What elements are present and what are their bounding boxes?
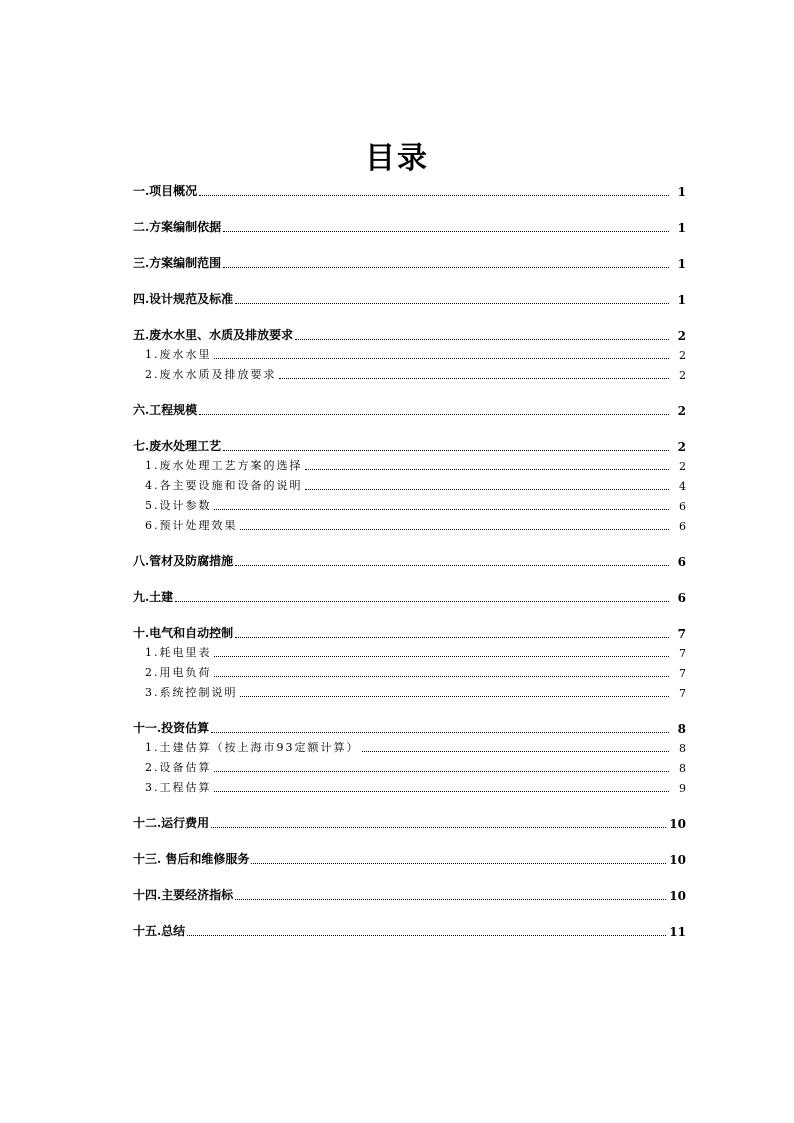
toc-entry[interactable]: [133, 625, 686, 641]
toc-entry[interactable]: [133, 219, 686, 235]
toc-page-number: 1: [677, 257, 686, 271]
toc-leader-dots: [214, 508, 670, 510]
toc-subentry[interactable]: [133, 458, 686, 473]
toc-entry-label: 七.废水处理工艺: [133, 439, 222, 453]
toc-leader-dots: [305, 468, 670, 470]
toc-page-number: 6: [679, 500, 686, 513]
toc-subentry-label: 1.废水水里: [145, 348, 212, 361]
toc-entry-label: 十三. 售后和维修服务: [133, 852, 250, 866]
toc-leader-dots: [214, 675, 670, 677]
toc-leader-dots: [235, 636, 669, 638]
toc-entry-label: 十五.总结: [133, 924, 186, 938]
toc-subentry[interactable]: [133, 367, 686, 382]
toc-page-number: 7: [679, 687, 686, 700]
toc-group: [133, 327, 686, 382]
page-title: 目录: [365, 141, 429, 176]
toc-page-number: 2: [677, 329, 686, 343]
toc-entry[interactable]: [133, 402, 686, 418]
toc-group: [133, 438, 686, 533]
toc-page-number: 8: [679, 742, 686, 755]
toc-entry[interactable]: [133, 720, 686, 736]
toc-subentry-label: 3.工程估算: [145, 781, 212, 794]
toc-group: [133, 851, 686, 867]
toc-entry-label: 九.土建: [133, 590, 174, 604]
toc-entry-label: 五.废水水里、水质及排放要求: [133, 328, 294, 342]
toc-page-number: 7: [677, 627, 686, 641]
toc-entry-label: 六.工程规模: [133, 403, 198, 417]
toc-leader-dots: [199, 194, 669, 196]
toc-entry[interactable]: [133, 815, 686, 831]
toc-leader-dots: [240, 695, 670, 697]
toc-leader-dots: [235, 302, 669, 304]
toc-group: [133, 720, 686, 795]
toc-entry[interactable]: [133, 887, 686, 903]
toc-page-number: 7: [679, 647, 686, 660]
toc-leader-dots: [235, 564, 669, 566]
toc-entry-label: 四.设计规范及标准: [133, 292, 234, 306]
toc-page-number: 6: [677, 555, 686, 569]
toc-entry-label: 十四.主要经济指标: [133, 888, 234, 902]
toc-group: [133, 923, 686, 939]
toc-leader-dots: [279, 377, 670, 379]
toc-page-number: 7: [679, 667, 686, 680]
toc-page-number: 2: [679, 369, 686, 382]
toc-page-number: 2: [677, 440, 686, 454]
toc-leader-dots: [187, 934, 666, 936]
toc-page-number: 1: [677, 221, 686, 235]
toc-page-number: 11: [669, 925, 686, 939]
toc-leader-dots: [214, 770, 670, 772]
toc-group: [133, 553, 686, 569]
toc-group: [133, 625, 686, 700]
toc-subentry-label: 6.预计处理效果: [145, 519, 238, 532]
toc-entry[interactable]: [133, 255, 686, 271]
toc-subentry[interactable]: [133, 780, 686, 795]
toc-leader-dots: [235, 898, 666, 900]
toc-entry-label: 十二.运行费用: [133, 816, 210, 830]
toc-entry[interactable]: [133, 327, 686, 343]
toc-page-number: 10: [669, 853, 686, 867]
toc-leader-dots: [175, 600, 669, 602]
toc-entry[interactable]: [133, 291, 686, 307]
toc-page-number: 1: [677, 293, 686, 307]
toc-subentry[interactable]: [133, 760, 686, 775]
toc-leader-dots: [211, 826, 666, 828]
toc-leader-dots: [199, 413, 669, 415]
toc-subentry[interactable]: [133, 645, 686, 660]
toc-page-number: 8: [679, 762, 686, 775]
toc-entry[interactable]: [133, 183, 686, 199]
toc-page-number: 6: [679, 520, 686, 533]
toc-leader-dots: [223, 449, 669, 451]
toc-entry[interactable]: [133, 589, 686, 605]
toc-leader-dots: [223, 230, 669, 232]
toc-group: [133, 255, 686, 271]
toc-group: [133, 219, 686, 235]
toc-leader-dots: [211, 731, 669, 733]
toc-page-number: 8: [677, 722, 686, 736]
toc-page-number: 2: [677, 404, 686, 418]
toc-subentry-label: 4.各主要设施和设备的说明: [145, 479, 303, 492]
toc-entry-label: 三.方案编制范围: [133, 256, 222, 270]
toc-group: [133, 402, 686, 418]
toc-entry-label: 一.项目概况: [133, 184, 198, 198]
toc-group: [133, 589, 686, 605]
toc-subentry-label: 1.土建估算（按上海市93定额计算）: [145, 741, 360, 754]
toc-subentry-label: 3.系统控制说明: [145, 686, 238, 699]
toc-page-number: 9: [679, 782, 686, 795]
toc-subentry[interactable]: [133, 518, 686, 533]
toc-page-number: 4: [679, 480, 686, 493]
toc-subentry[interactable]: [133, 498, 686, 513]
toc-subentry-label: 2.废水水质及排放要求: [145, 368, 277, 381]
toc-page-number: 2: [679, 349, 686, 362]
toc-entry-label: 十一.投资估算: [133, 721, 210, 735]
toc-page-number: 2: [679, 460, 686, 473]
toc-subentry[interactable]: [133, 740, 686, 755]
toc-leader-dots: [223, 266, 669, 268]
toc-group: [133, 815, 686, 831]
table-of-contents: [133, 183, 686, 959]
toc-leader-dots: [214, 655, 670, 657]
toc-subentry[interactable]: [133, 478, 686, 493]
toc-entry[interactable]: [133, 923, 686, 939]
toc-subentry[interactable]: [133, 685, 686, 700]
toc-entry-label: 八.管材及防腐措施: [133, 554, 234, 568]
toc-entry[interactable]: [133, 438, 686, 454]
toc-subentry-label: 2.设备估算: [145, 761, 212, 774]
toc-subentry[interactable]: [133, 665, 686, 680]
toc-leader-dots: [214, 790, 670, 792]
toc-entry-label: 二.方案编制依据: [133, 220, 222, 234]
toc-leader-dots: [251, 862, 666, 864]
toc-entry[interactable]: [133, 553, 686, 569]
toc-subentry-label: 5.设计参数: [145, 499, 212, 512]
toc-group: [133, 887, 686, 903]
toc-group: [133, 183, 686, 199]
toc-leader-dots: [214, 357, 670, 359]
toc-subentry-label: 1.耗电里表: [145, 646, 212, 659]
toc-subentry[interactable]: [133, 347, 686, 362]
toc-entry-label: 十.电气和自动控制: [133, 626, 234, 640]
toc-leader-dots: [305, 488, 670, 490]
toc-leader-dots: [362, 750, 670, 752]
toc-leader-dots: [295, 338, 669, 340]
toc-subentry-label: 1.废水处理工艺方案的选择: [145, 459, 303, 472]
toc-subentry-label: 2.用电负荷: [145, 666, 212, 679]
toc-page-number: 1: [677, 185, 686, 199]
toc-entry[interactable]: [133, 851, 686, 867]
toc-leader-dots: [240, 528, 670, 530]
toc-page-number: 10: [669, 889, 686, 903]
toc-page-number: 10: [669, 817, 686, 831]
toc-group: [133, 291, 686, 307]
toc-page-number: 6: [677, 591, 686, 605]
